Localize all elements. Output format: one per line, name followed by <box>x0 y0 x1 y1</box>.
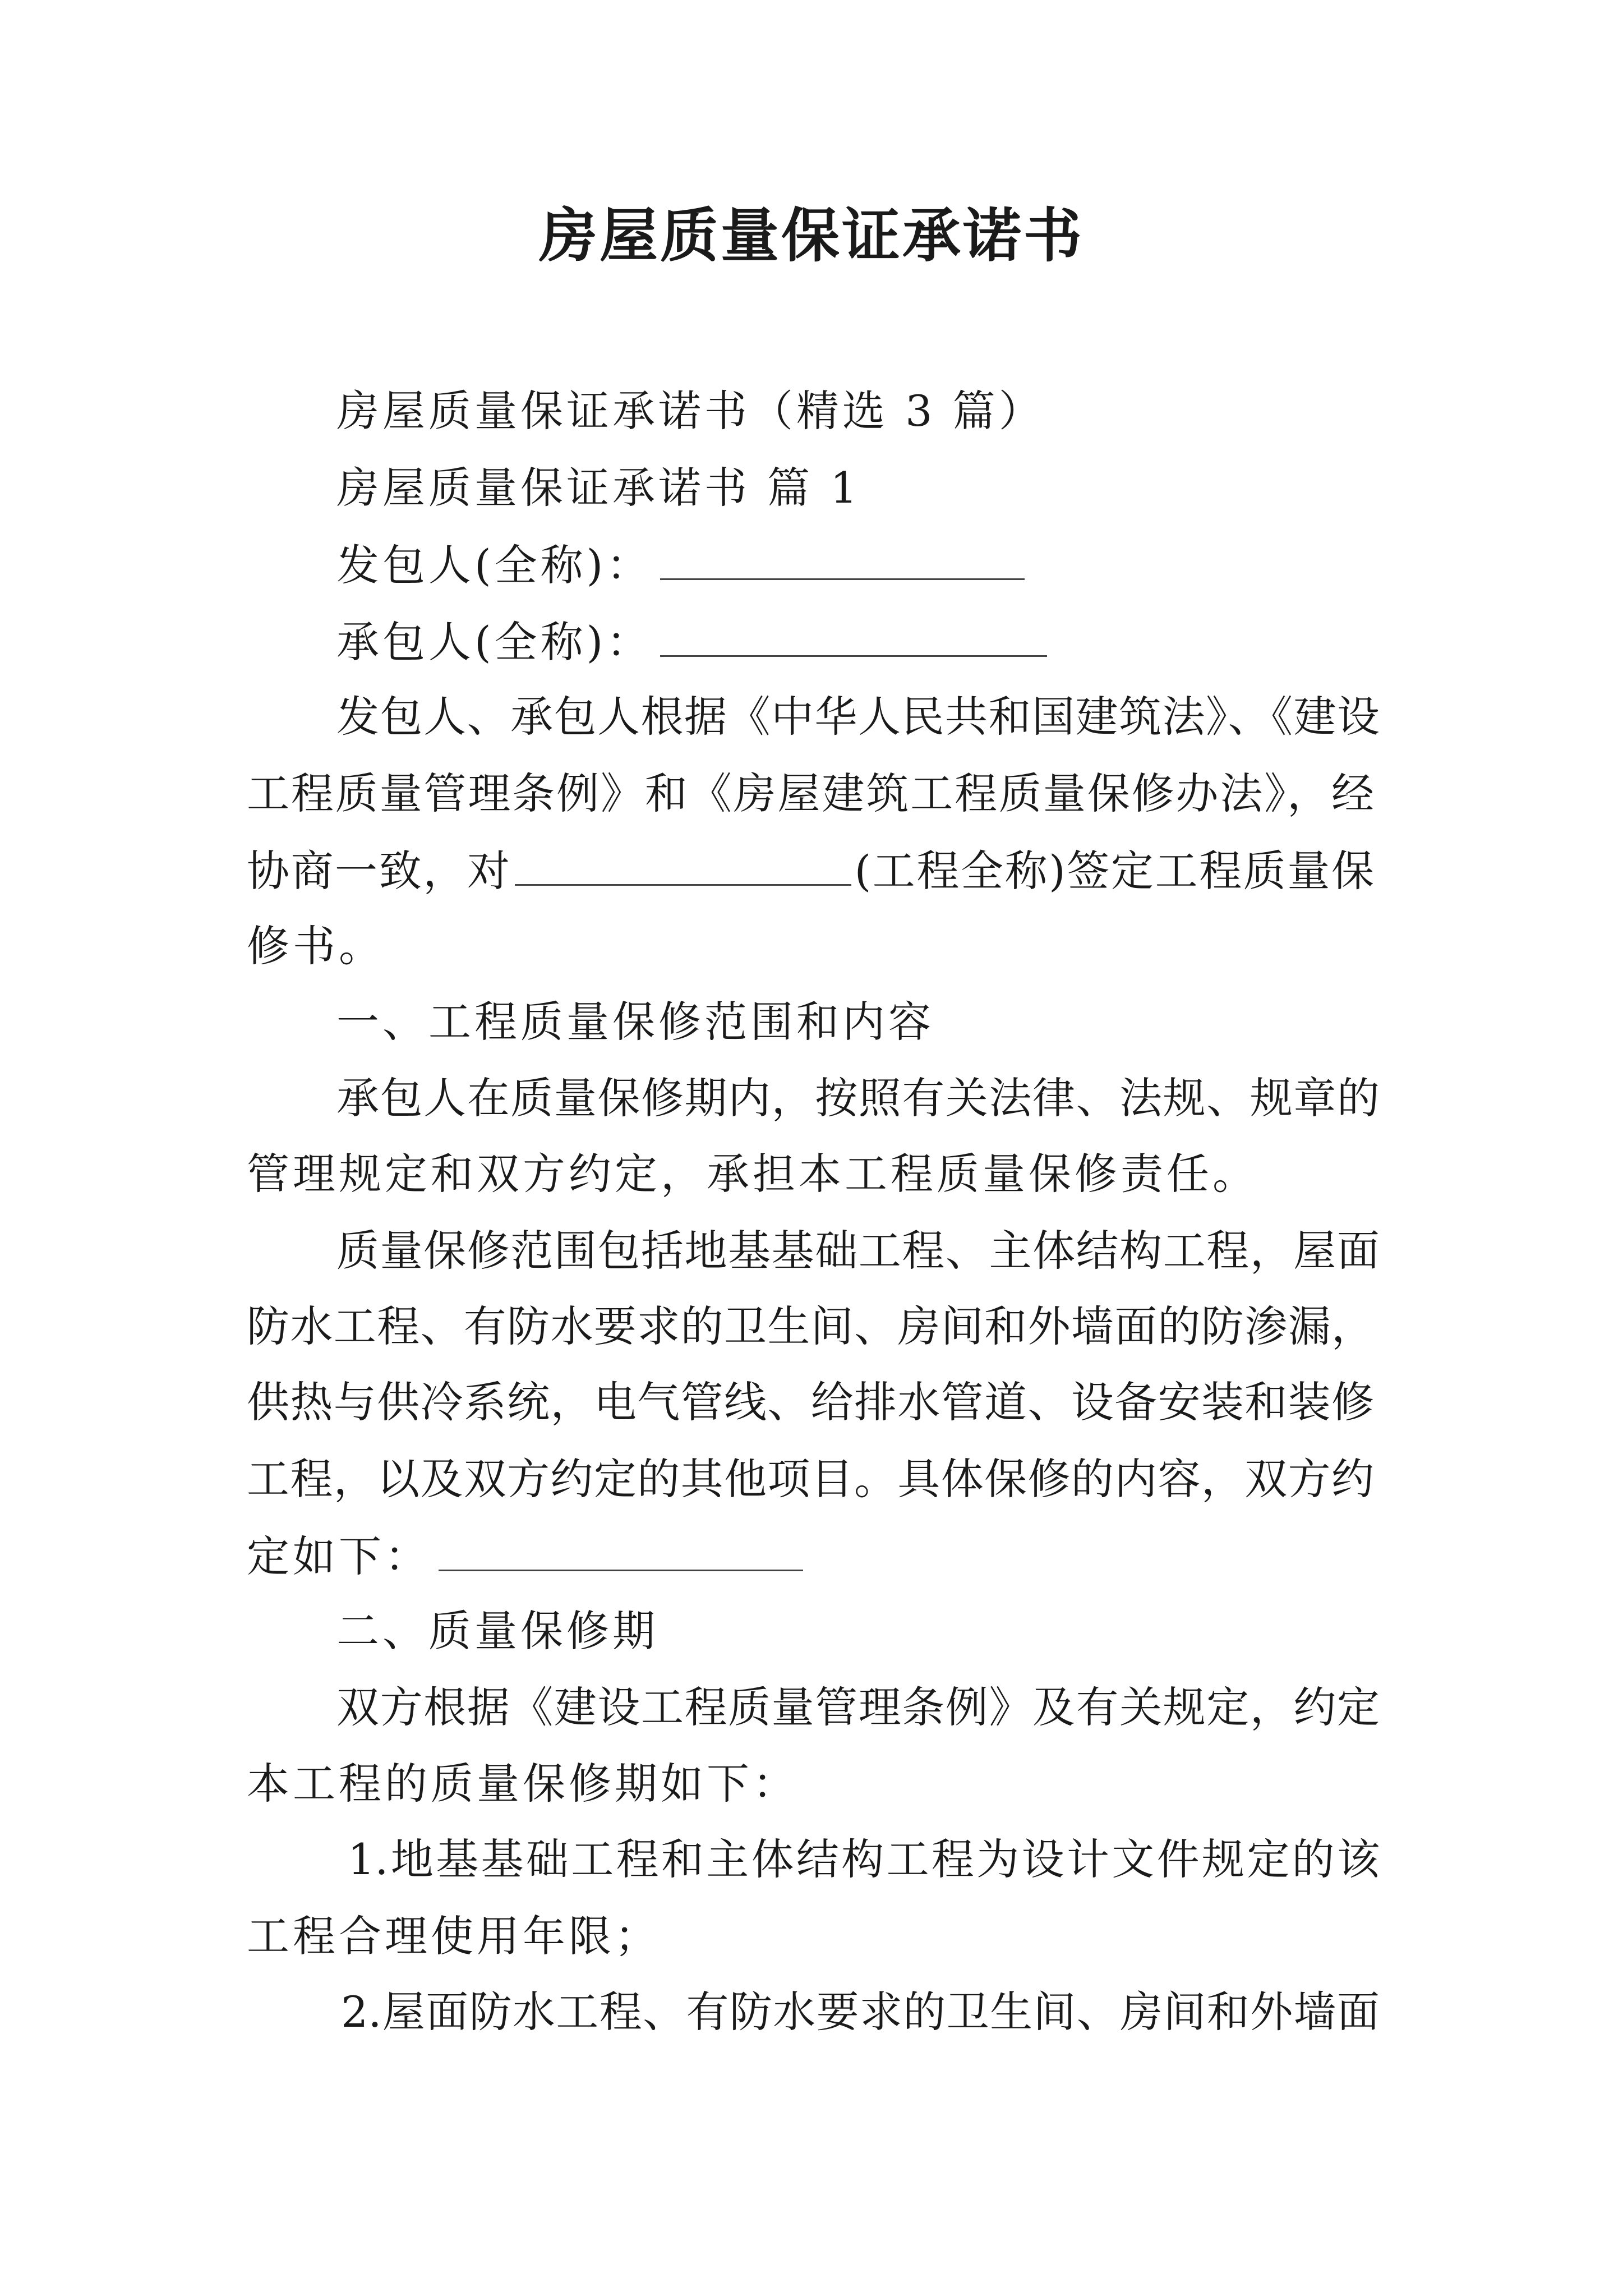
section1-p2-line-2: 防水工程、有防水要求的卫生间、房间和外墙面的防渗漏， <box>247 1301 1374 1351</box>
employer-name-blank <box>660 536 1025 580</box>
section1-p2-line-5 <box>247 1527 803 1585</box>
intro-line-3 <box>247 841 1374 899</box>
section2-item2-line-1: 2.屋面防水工程、有防水要求的卫生间、房间和外墙面 <box>341 1987 1380 2037</box>
subtitle: 房屋质量保证承诺书（精选 3 篇） <box>336 386 1045 436</box>
intro-line-4: 修书。 <box>247 921 385 971</box>
section1-p2-line-4: 工程，以及双方约定的其他项目。具体保修的内容，双方约 <box>247 1454 1374 1504</box>
intro-line-1: 发包人、承包人根据《中华人民共和国建筑法》、《建设 <box>336 692 1380 742</box>
contractor-label: 承包人(全称)： <box>336 617 653 667</box>
intro-line-2: 工程质量管理条例》和《房屋建筑工程质量保修办法》，经 <box>247 769 1374 818</box>
section1-p2-line-1: 质量保修范围包括地基基础工程、主体结构工程，屋面 <box>336 1226 1380 1276</box>
section2-p1-line-1: 双方根据《建设工程质量管理条例》及有关规定，约定 <box>336 1682 1380 1732</box>
section1-p1-line-2: 管理规定和双方约定，承担本工程质量保修责任。 <box>247 1149 1258 1199</box>
project-name-blank <box>515 841 851 886</box>
intro-line-3-before: 协商一致，对 <box>247 846 511 896</box>
warranty-content-blank <box>439 1527 803 1571</box>
section1-p2-line-5-text: 定如下： <box>247 1531 431 1581</box>
document-title: 房屋质量保证承诺书 <box>538 201 1084 270</box>
contractor-name-blank <box>660 613 1047 657</box>
intro-line-3-after: (工程全称)签定工程质量保 <box>854 846 1374 896</box>
part-heading: 房屋质量保证承诺书 篇 1 <box>336 463 861 513</box>
section2-p1-line-2: 本工程的质量保修期如下： <box>247 1759 799 1809</box>
section2-heading: 二、质量保修期 <box>336 1606 658 1656</box>
section2-item1-line-2: 工程合理使用年限； <box>247 1911 661 1961</box>
contractor-line <box>336 613 1047 670</box>
section2-item1-line-1: 1.地基基础工程和主体结构工程为设计文件规定的该 <box>348 1834 1380 1884</box>
employer-label: 发包人(全称)： <box>336 540 653 590</box>
section1-p1-line-1: 承包人在质量保修期内，按照有关法律、法规、规章的 <box>336 1073 1380 1123</box>
section1-p2-line-3: 供热与供冷系统，电气管线、给排水管道、设备安装和装修 <box>247 1377 1374 1427</box>
employer-line <box>336 536 1025 593</box>
section1-heading: 一、工程质量保修范围和内容 <box>336 997 934 1047</box>
